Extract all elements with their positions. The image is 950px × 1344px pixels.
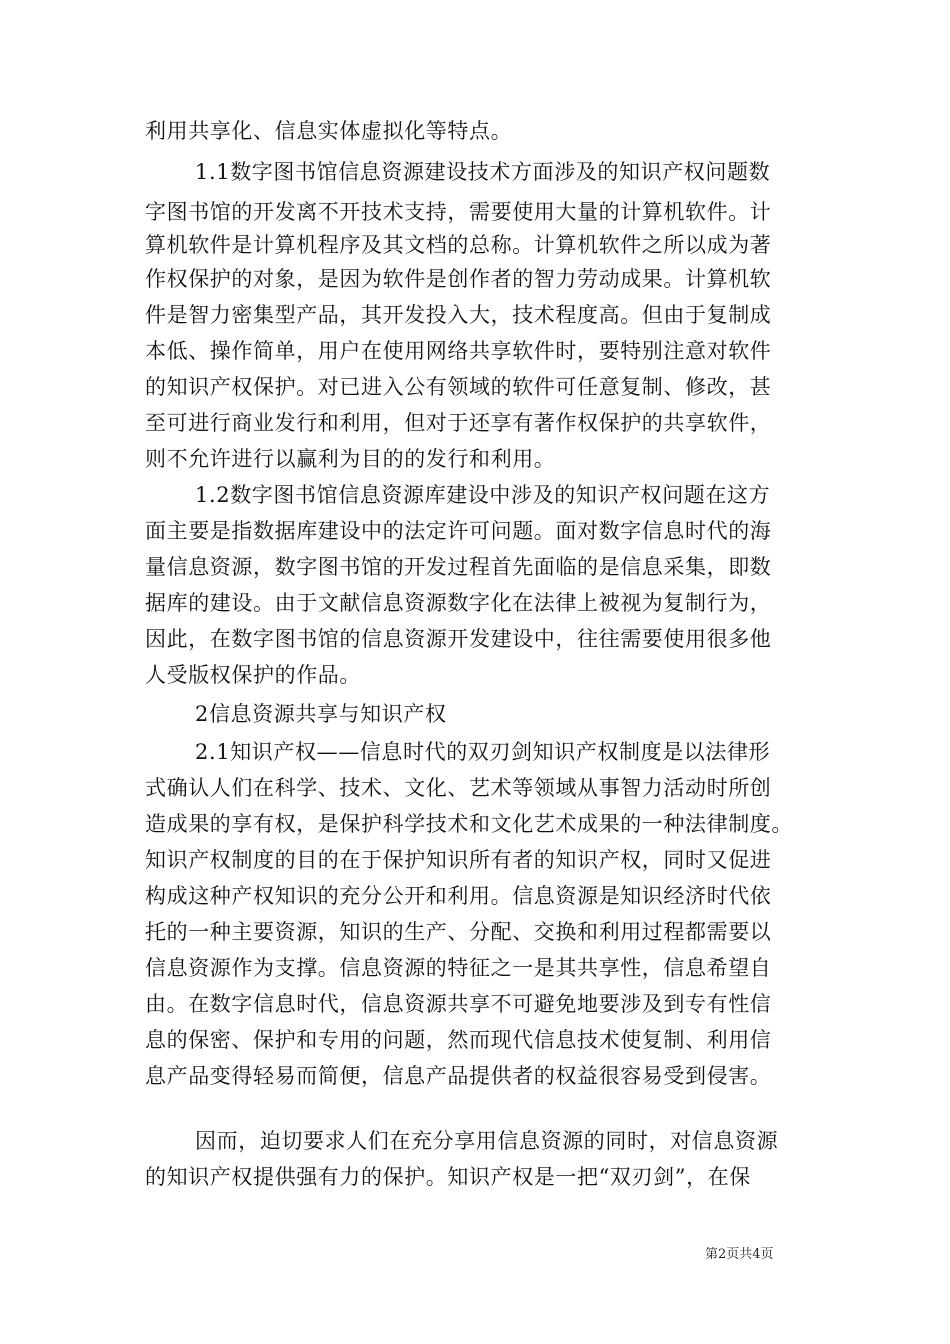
text-line: 则不允许进行以赢利为目的的发行和利用。 [145, 447, 556, 471]
page-number-footer: 第2页共4页 [705, 1247, 774, 1262]
text-line: 算机软件是计算机程序及其文档的总称。计算机软件之所以成为著 [145, 233, 772, 257]
text-line: 1.1数字图书馆信息资源建设技术方面涉及的知识产权问题数 [195, 160, 771, 184]
text-line: 利用共享化、信息实体虚拟化等特点。 [145, 119, 513, 143]
text-line: 面主要是指数据库建设中的法定许可问题。面对数字信息时代的海 [145, 519, 772, 543]
text-line: 因此，在数字图书馆的信息资源开发建设中，往往需要使用很多他 [145, 627, 772, 651]
text-line: 字图书馆的开发离不开技术支持，需要使用大量的计算机软件。计 [145, 200, 772, 224]
text-line: 的知识产权提供强有力的保护。知识产权是一把“双刃剑”，在保 [145, 1165, 751, 1189]
text-line: 信息资源作为支撑。信息资源的特征之一是其共享性，信息希望自 [145, 956, 772, 980]
text-line: 托的一种主要资源，知识的生产、分配、交换和利用过程都需要以 [145, 920, 772, 944]
text-line: 本低、操作简单，用户在使用网络共享软件时，要特别注意对软件 [145, 339, 772, 363]
text-line: 件是智力密集型产品，其开发投入大，技术程度高。但由于复制成 [145, 303, 772, 327]
text-line: 作权保护的对象，是因为软件是创作者的智力劳动成果。计算机软 [145, 267, 772, 291]
text-line: 构成这种产权知识的充分公开和利用。信息资源是知识经济时代依 [145, 884, 772, 908]
text-line: 人受版权保护的作品。 [145, 663, 361, 687]
text-line: 息的保密、保护和专用的问题，然而现代信息技术使复制、利用信 [145, 1028, 772, 1052]
text-line: 至可进行商业发行和利用，但对于还享有著作权保护的共享软件， [145, 411, 772, 435]
text-line: 1.2数字图书馆信息资源库建设中涉及的知识产权问题在这方 [195, 483, 771, 507]
text-line: 知识产权制度的目的在于保护知识所有者的知识产权，同时又促进 [145, 848, 772, 872]
text-line: 息产品变得轻易而简便，信息产品提供者的权益很容易受到侵害。 [145, 1064, 772, 1088]
text-line: 据库的建设。由于文献信息资源数字化在法律上被视为复制行为， [145, 591, 772, 615]
text-line: 2.1知识产权——信息时代的双刃剑知识产权制度是以法律形 [195, 740, 771, 764]
text-line: 造成果的享有权，是保护科学技术和文化艺术成果的一种法律制度。 [145, 812, 793, 836]
text-line: 的知识产权保护。对已进入公有领域的软件可任意复制、修改，甚 [145, 375, 772, 399]
text-line: 式确认人们在科学、技术、文化、艺术等领域从事智力活动时所创 [145, 776, 772, 800]
text-line: 由。在数字信息时代，信息资源共享不可避免地要涉及到专有性信 [145, 992, 772, 1016]
text-line: 因而，迫切要求人们在充分享用信息资源的同时，对信息资源 [195, 1129, 779, 1153]
text-line: 量信息资源，数字图书馆的开发过程首先面临的是信息采集，即数 [145, 555, 772, 579]
section-heading: 2信息资源共享与知识产权 [195, 702, 447, 726]
